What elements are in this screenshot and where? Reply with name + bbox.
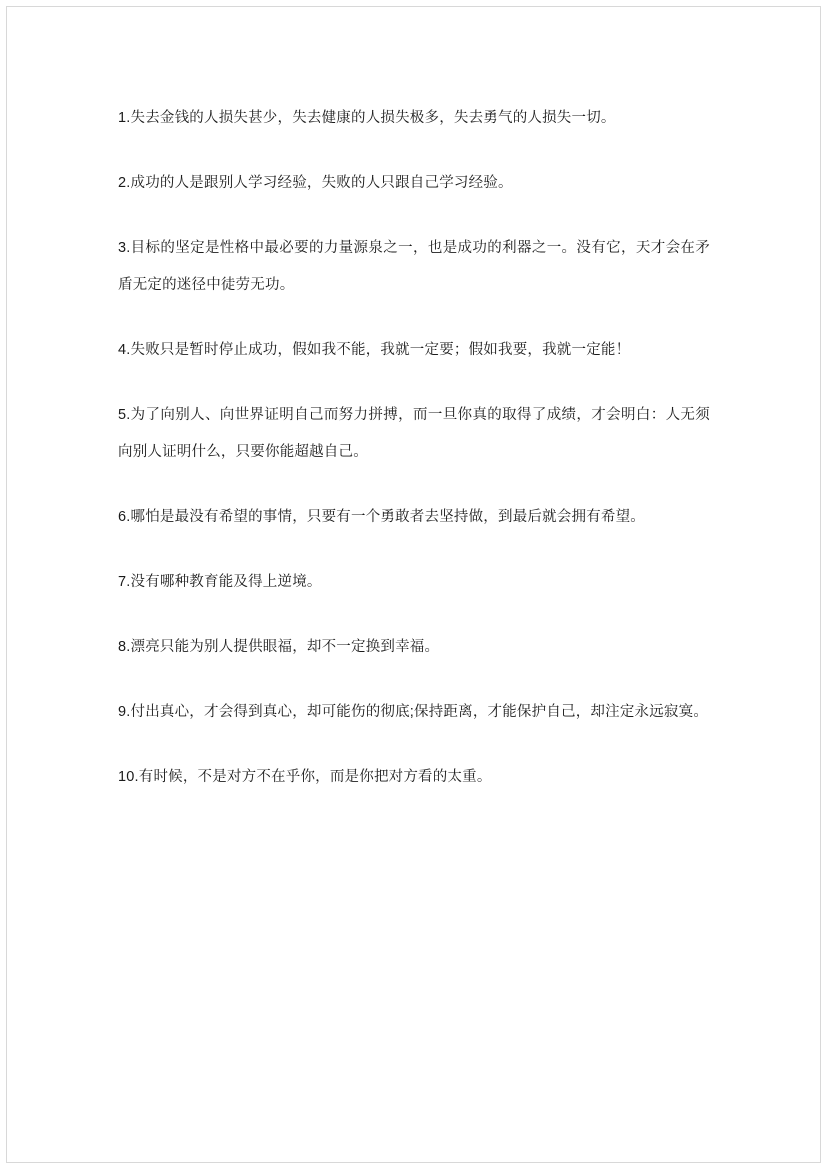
paragraph: 10.有时候，不是对方不在乎你，而是你把对方看的太重。 xyxy=(118,768,492,785)
paragraph: 9.付出真心，才会得到真心，却可能伤的彻底;保持距离，才能保护自己，却注定永远寂寞。 xyxy=(118,703,709,720)
paragraph: 7.没有哪种教育能及得上逆境。 xyxy=(118,573,322,590)
paragraph: 5.为了向别人、向世界证明自己而努力拼搏，而一旦你真的取得了成绩，才会明白：人无须向别人证明什么，只要你能超越自己。 xyxy=(118,406,710,460)
paragraph: 6.哪怕是最没有希望的事情，只要有一个勇敢者去坚持做，到最后就会拥有希望。 xyxy=(118,508,645,525)
paragraph: 4.失败只是暂时停止成功，假如我不能，我就一定要；假如我要，我就一定能！ xyxy=(118,341,631,358)
document-body xyxy=(118,100,710,796)
paragraph: 3.目标的坚定是性格中最必要的力量源泉之一，也是成功的利器之一。没有它，天才会在矛盾无定的迷径中徒劳无功。 xyxy=(118,239,710,293)
paragraph: 1.失去金钱的人损失甚少，失去健康的人损失极多，失去勇气的人损失一切。 xyxy=(118,110,616,126)
paragraph: 2.成功的人是跟别人学习经验，失败的人只跟自己学习经验。 xyxy=(118,174,513,191)
paragraph: 8.漂亮只能为别人提供眼福，却不一定换到幸福。 xyxy=(118,638,440,655)
